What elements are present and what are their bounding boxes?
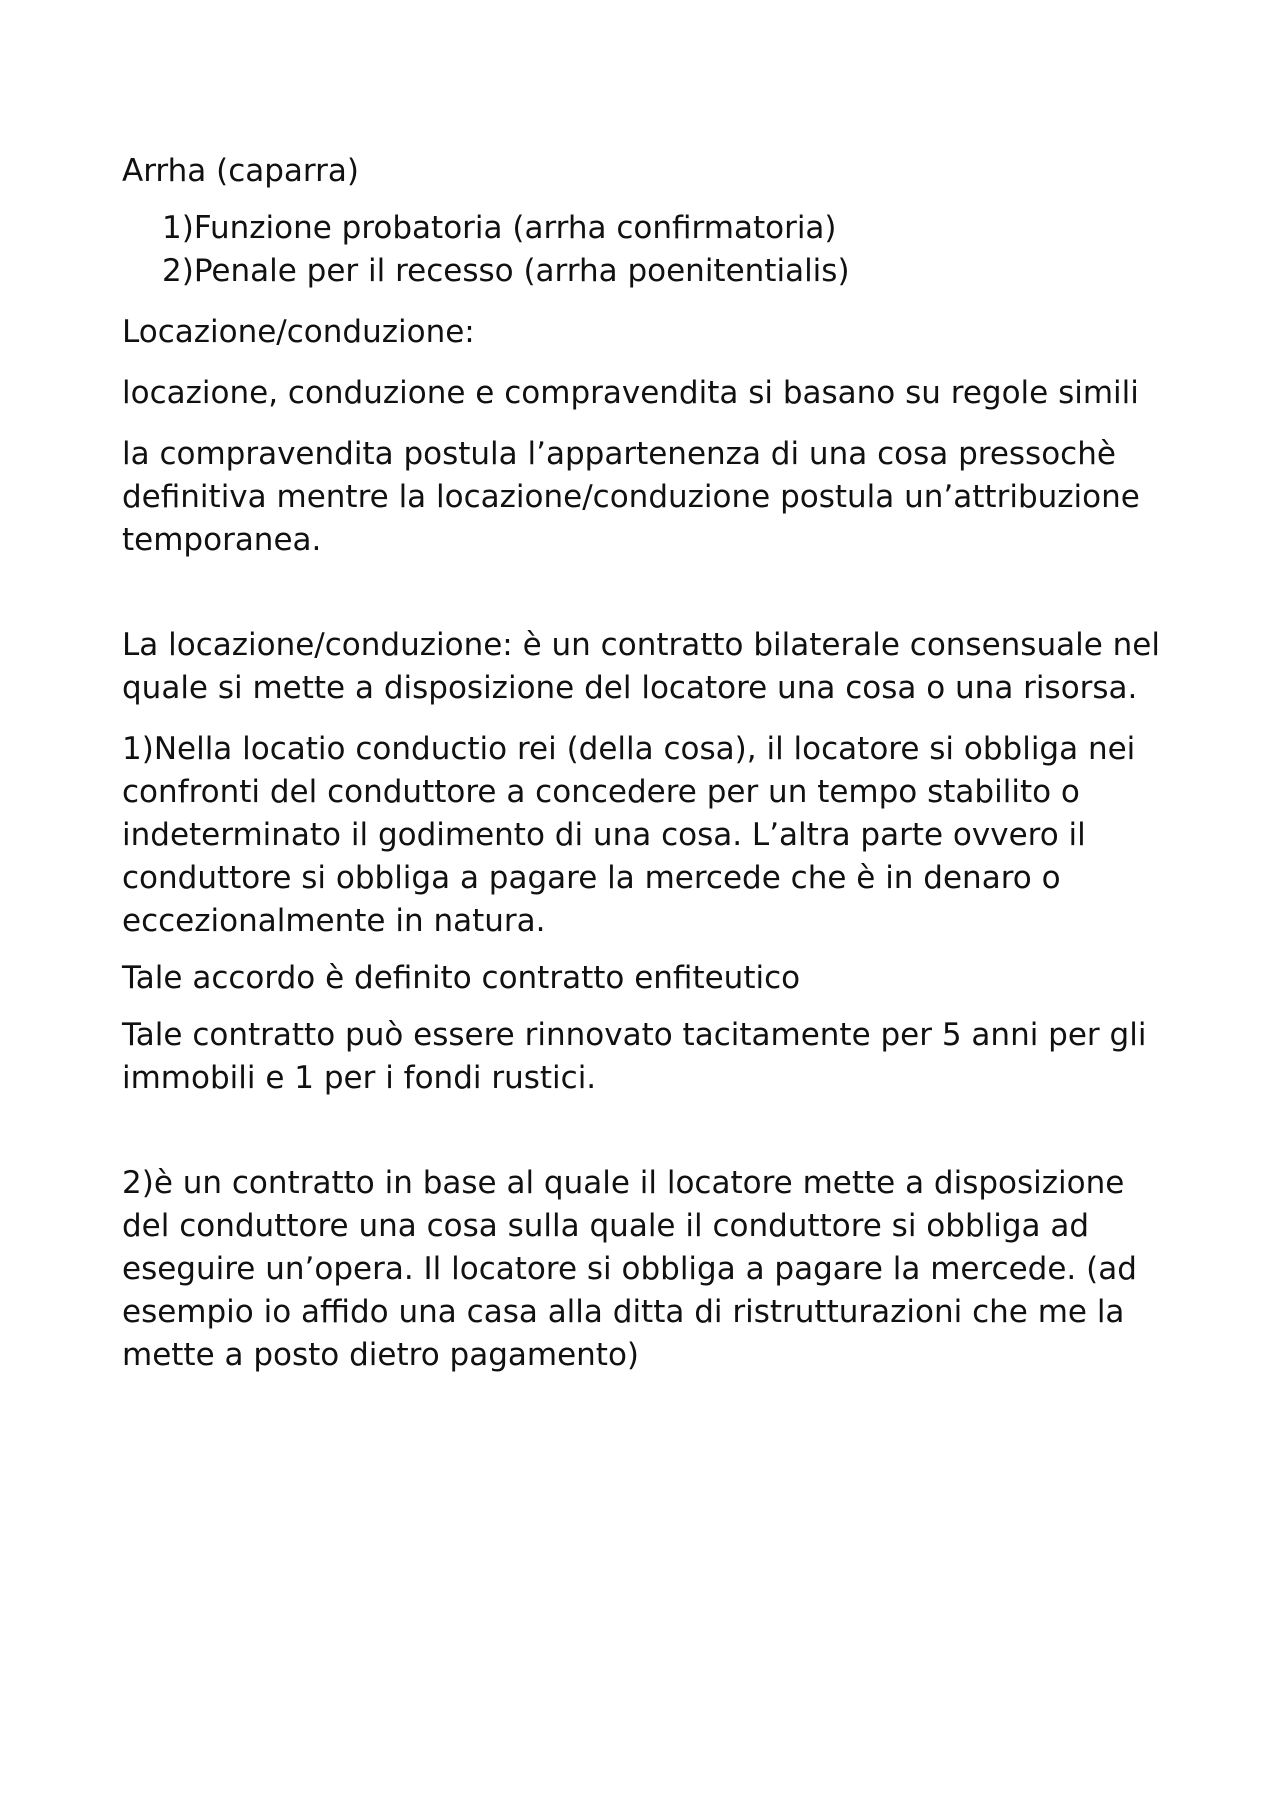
paragraph-rinnovo: Tale contratto può essere rinnovato tacitamente per 5 anni per gli immobili e 1 per i fondi rustici. — [122, 1017, 1147, 1096]
paragraph-definition: La locazione/conduzione: è un contratto bilaterale consensuale nel quale si mette a disposizione del locatore una cosa o una risorsa. — [122, 627, 1160, 706]
section-heading-locazione: Locazione/conduzione: — [122, 314, 475, 350]
paragraph-difference: la compravendita postula l’appartenenza di una cosa pressochè definitiva mentre la locazione/conduzione postula un’attribuzione temporanea. — [122, 436, 1140, 558]
paragraph-enfiteutico: Tale accordo è definito contratto enfiteutico — [122, 960, 801, 996]
paragraph-similar-rules: locazione, conduzione e compravendita si basano su regole simili — [122, 375, 1139, 411]
arrha-functions-list — [122, 207, 1172, 293]
paragraph-locatio-rei: 1)Nella locatio conductio rei (della cosa), il locatore si obbliga nei confronti del conduttore a concedere per un tempo stabilito o indeterminato il godimento di una cosa. L’altra parte ovvero il conduttore si obbliga a pagare la mercede che è in denaro o eccezionalmente in natura. — [122, 731, 1136, 939]
paragraph-locatio-operis: 2)è un contratto in base al quale il locatore mette a disposizione del conduttore una cosa sulla quale il conduttore si obbliga ad eseguire un’opera. Il locatore si obbliga a pagare la mercede. (ad esempio io affido una casa alla ditta di ristrutturazioni che me la mette a posto dietro pagamento) — [122, 1165, 1137, 1373]
section-title-arrha: Arrha (caparra) — [122, 153, 359, 189]
list-item: 2)Penale per il recesso (arrha poenitentialis) — [162, 253, 850, 289]
list-item: 1)Funzione probatoria (arrha confirmatoria) — [162, 210, 837, 246]
document-body — [122, 150, 1172, 1377]
